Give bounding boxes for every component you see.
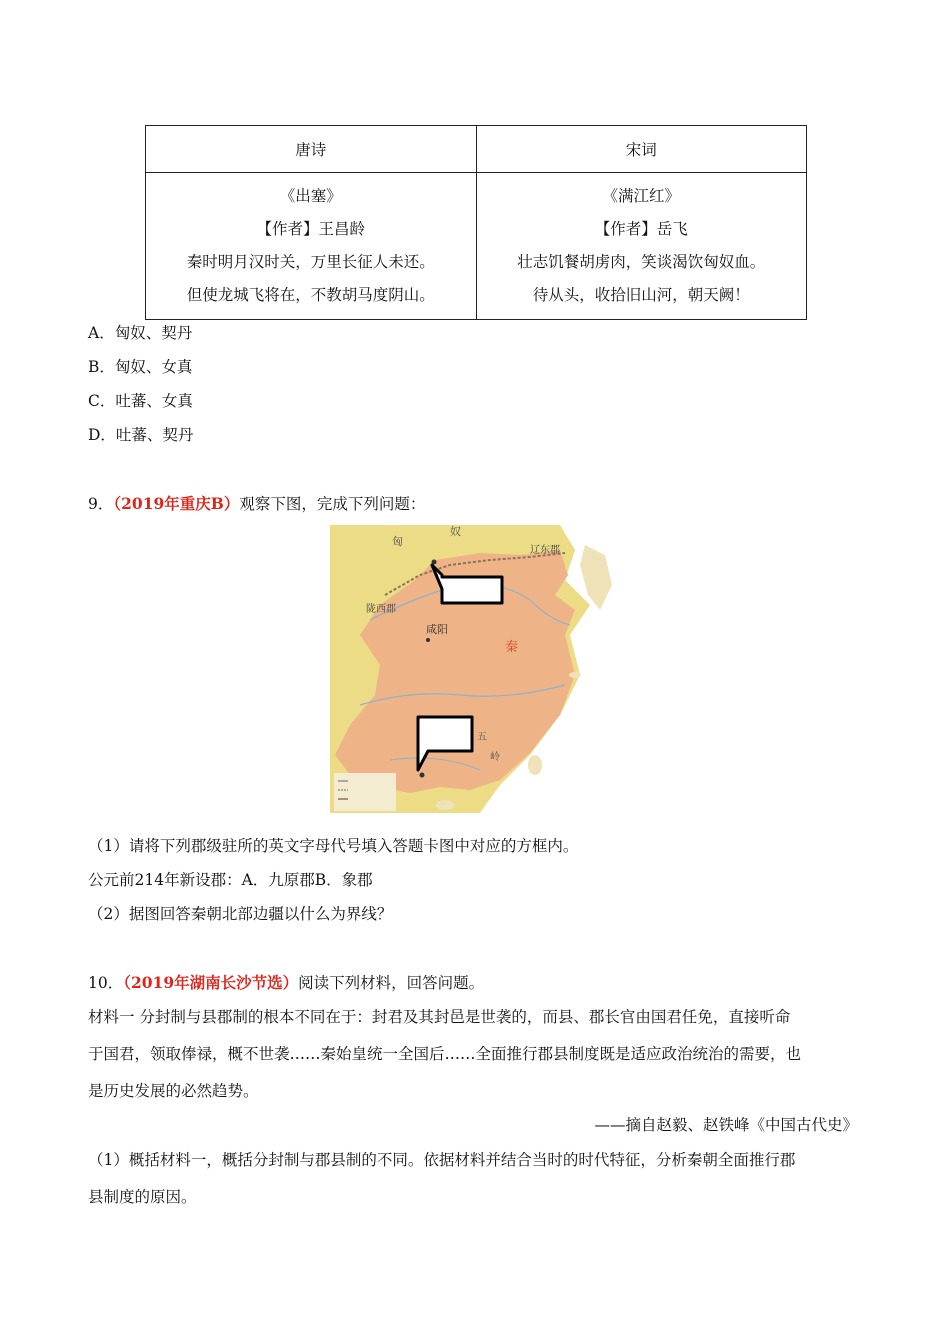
poem-table [145, 125, 807, 320]
poem-line: 秦时明月汉时关，万里长征人未还。 [186, 253, 435, 271]
question-10-heading [88, 972, 484, 994]
poem-title: 《出塞》 [279, 187, 342, 205]
map-label-longxi: 陇西郡 [366, 604, 396, 615]
qin-map [330, 525, 620, 813]
table-header-song: 宋词 [476, 126, 807, 173]
map-label-qin: 秦 [505, 639, 519, 654]
q9-sub1-line: 公元前214年新设郡：A．九原郡B．象郡 [88, 871, 373, 889]
q9-sub2: （2）据图回答秦朝北部边疆以什么为界线？ [88, 905, 393, 923]
option-b: B．匈奴、女真 [88, 358, 193, 376]
material-line: 是历史发展的必然趋势。 [88, 1082, 259, 1100]
map-island-hainan [436, 800, 454, 810]
material-line: 材料一 分封制与县郡制的根本不同在于：封君及其封邑是世袭的，而县、郡长官由国君任免，直接听命 [88, 1008, 791, 1026]
map-label-liaodong: 辽东郡 [530, 545, 560, 556]
map-marker-jiuyuan [432, 560, 437, 565]
poem-author: 【作者】岳飞 [594, 220, 688, 238]
material-line: 于国君，领取俸禄，概不世袭……秦始皇统一全国后……全面推行郡县制度既是适应政治统治的需要，也 [88, 1045, 802, 1063]
poem-title: 《满江红》 [602, 187, 680, 205]
option-d: D．吐蕃、契丹 [88, 426, 194, 444]
poem-line: 但使龙城飞将在，不教胡马度阴山。 [186, 286, 435, 304]
q10-sub1-line: （1）概括材料一，概括分封制与郡县制的不同。依据材料并结合当时的时代特征，分析秦朝全面推行郡 [88, 1151, 796, 1169]
q9-sub1: （1）请将下列郡级驻所的英文字母代号填入答题卡图中对应的方框内。 [88, 837, 579, 855]
poem-cell-manjianghong [476, 173, 807, 320]
question-number: 9． [88, 495, 114, 513]
question-source: （2019年湖南长沙节选） [123, 973, 299, 992]
map-label-wuling: 岭 [490, 752, 500, 763]
map-island-taiwan [528, 755, 542, 775]
poem-line: 待从头，收拾旧山河，朝天阙！ [532, 286, 750, 304]
poem-author: 【作者】王昌龄 [256, 220, 365, 238]
map-label-xiongnu: 匈 [392, 536, 403, 548]
material-citation: ——摘自赵毅、赵铁峰《中国古代史》 [594, 1116, 858, 1134]
question-9-heading [88, 493, 425, 515]
question-source: （2019年重庆B） [113, 494, 240, 513]
map-island [569, 672, 581, 678]
map-marker-xiangjun [420, 773, 425, 778]
poem-cell-chusai [146, 173, 477, 320]
map-label-xianyang: 咸阳 [426, 624, 448, 636]
question-prompt: 阅读下列材料，回答问题。 [298, 974, 485, 992]
map-label-wuling: 五 [477, 732, 487, 743]
option-a: A．匈奴、契丹 [88, 324, 193, 342]
poem-line: 壮志饥餐胡虏肉，笑谈渴饮匈奴血。 [517, 253, 766, 271]
map-capital-marker [426, 638, 430, 642]
question-number: 10． [88, 974, 124, 992]
map-legend [334, 773, 396, 811]
table-header-tang: 唐诗 [146, 126, 477, 173]
map-label-xiongnu: 奴 [450, 526, 461, 538]
q10-sub1-line: 县制度的原因。 [88, 1188, 197, 1206]
option-c: C．吐蕃、女真 [88, 392, 193, 410]
question-prompt: 观察下图，完成下列问题： [239, 495, 426, 513]
